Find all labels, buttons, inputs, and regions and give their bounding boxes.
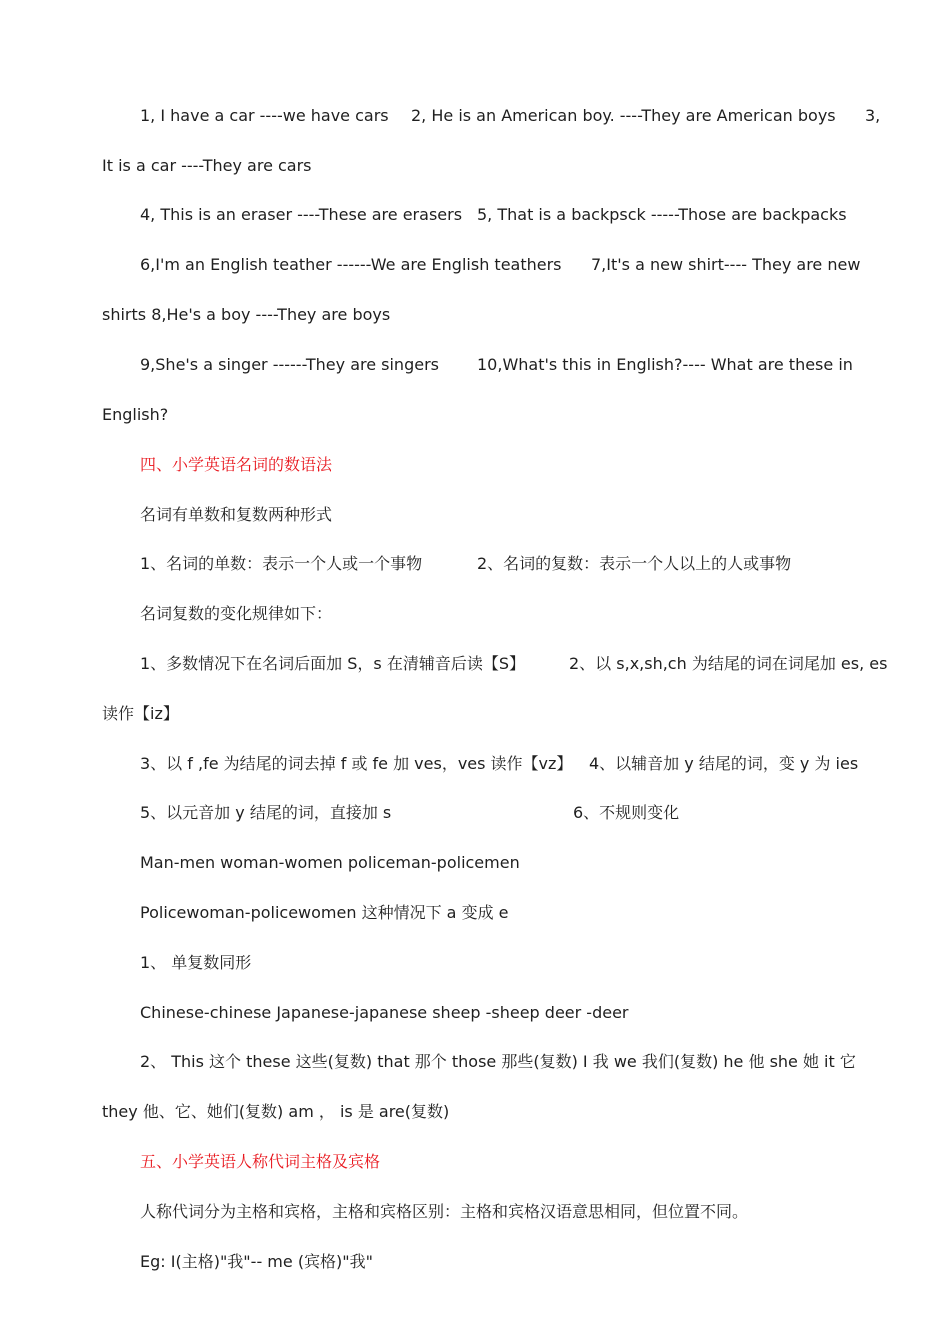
example-2: 2, He is an American boy. ----They are American boys	[411, 106, 836, 125]
plural-definition: 2、名词的复数：表示一个人以上的人或事物	[477, 554, 792, 573]
irregular-examples-2: Policewoman-policewomen 这种情况下 a 变成 e	[140, 903, 509, 922]
rule-2-end: 读作【iz】	[102, 704, 179, 723]
rule-4: 4、以辅音加 y 结尾的词，变 y 为 ies	[589, 754, 859, 773]
example-10-end: English?	[102, 405, 169, 424]
section-heading-5	[0, 1148, 950, 1176]
rule-3: 3、以 f ,fe 为结尾的词去掉 f 或 fe 加 ves，ves 读作【vz】	[140, 754, 573, 773]
pronoun-examples-2: they 他、它、她们(复数) am ， is 是 are(复数)	[102, 1102, 450, 1121]
rule-5: 5、以元音加 y 结尾的词，直接加 s	[140, 803, 392, 822]
paragraph-line	[0, 650, 950, 678]
example-line-6	[0, 351, 950, 379]
section-heading-4	[0, 451, 950, 479]
rule-2-start: 2、以 s,x,sh,ch 为结尾的词在词尾加 es, es	[569, 654, 888, 673]
example-line-7	[0, 401, 950, 429]
paragraph-line	[0, 501, 950, 529]
section-title-noun-number: 四、小学英语名词的数语法	[140, 455, 333, 474]
paragraph-line	[0, 600, 950, 628]
pronoun-case-example: Eg: I(主格)"我"-- me (宾格)"我"	[140, 1252, 374, 1271]
example-10-start: 10,What's this in English?---- What are these in	[477, 355, 853, 374]
paragraph-line	[0, 700, 950, 728]
paragraph-line	[0, 849, 950, 877]
example-7-start: 7,It's a new shirt---- They are new	[591, 255, 861, 274]
example-7-end-8: shirts 8,He's a boy ----They are boys	[102, 305, 391, 324]
same-form-rule: 1、 单复数同形	[140, 953, 252, 972]
paragraph-line	[0, 999, 950, 1027]
example-line-5	[0, 301, 950, 329]
example-4: 4, This is an eraser ----These are erasers	[140, 205, 463, 224]
same-form-examples: Chinese-chinese Japanese-japanese sheep -sheep deer -deer	[140, 1003, 629, 1022]
paragraph-line	[0, 550, 950, 578]
paragraph-line	[0, 1098, 950, 1126]
irregular-examples-1: Man-men woman-women policeman-policemen	[140, 853, 520, 872]
example-5: 5, That is a backpsck -----Those are backpacks	[477, 205, 847, 224]
rule-6: 6、不规则变化	[573, 803, 680, 822]
paragraph-line	[0, 1248, 950, 1276]
pronoun-case-intro: 人称代词分为主格和宾格，主格和宾格区别：主格和宾格汉语意思相同，但位置不同。	[140, 1202, 749, 1221]
rule-1: 1、多数情况下在名词后面加 S，s 在清辅音后读【S】	[140, 654, 526, 673]
example-1: 1, I have a car ----we have cars	[140, 106, 389, 125]
example-line-2	[0, 152, 950, 180]
example-9: 9,She's a singer ------They are singers	[140, 355, 439, 374]
paragraph-line	[0, 799, 950, 827]
paragraph-line	[0, 949, 950, 977]
example-line-4	[0, 251, 950, 279]
paragraph-line	[0, 1198, 950, 1226]
example-line-3	[0, 201, 950, 229]
example-3-text: It is a car ----They are cars	[102, 156, 312, 175]
singular-definition: 1、名词的单数：表示一个人或一个事物	[140, 554, 423, 573]
section-title-pronoun-case: 五、小学英语人称代词主格及宾格	[140, 1152, 381, 1171]
example-6: 6,I'm an English teather ------We are English teathers	[140, 255, 562, 274]
noun-forms-intro: 名词有单数和复数两种形式	[140, 505, 333, 524]
paragraph-line	[0, 750, 950, 778]
paragraph-line	[0, 899, 950, 927]
plural-rules-intro: 名词复数的变化规律如下：	[140, 604, 333, 623]
example-3-number: 3,	[865, 106, 881, 125]
example-line-1	[0, 102, 950, 130]
paragraph-line	[0, 1048, 950, 1076]
pronoun-examples-1: 2、 This 这个 these 这些(复数) that 那个 those 那些(复数) I 我 we 我们(复数) he 他 she 她 it 它	[140, 1052, 856, 1071]
